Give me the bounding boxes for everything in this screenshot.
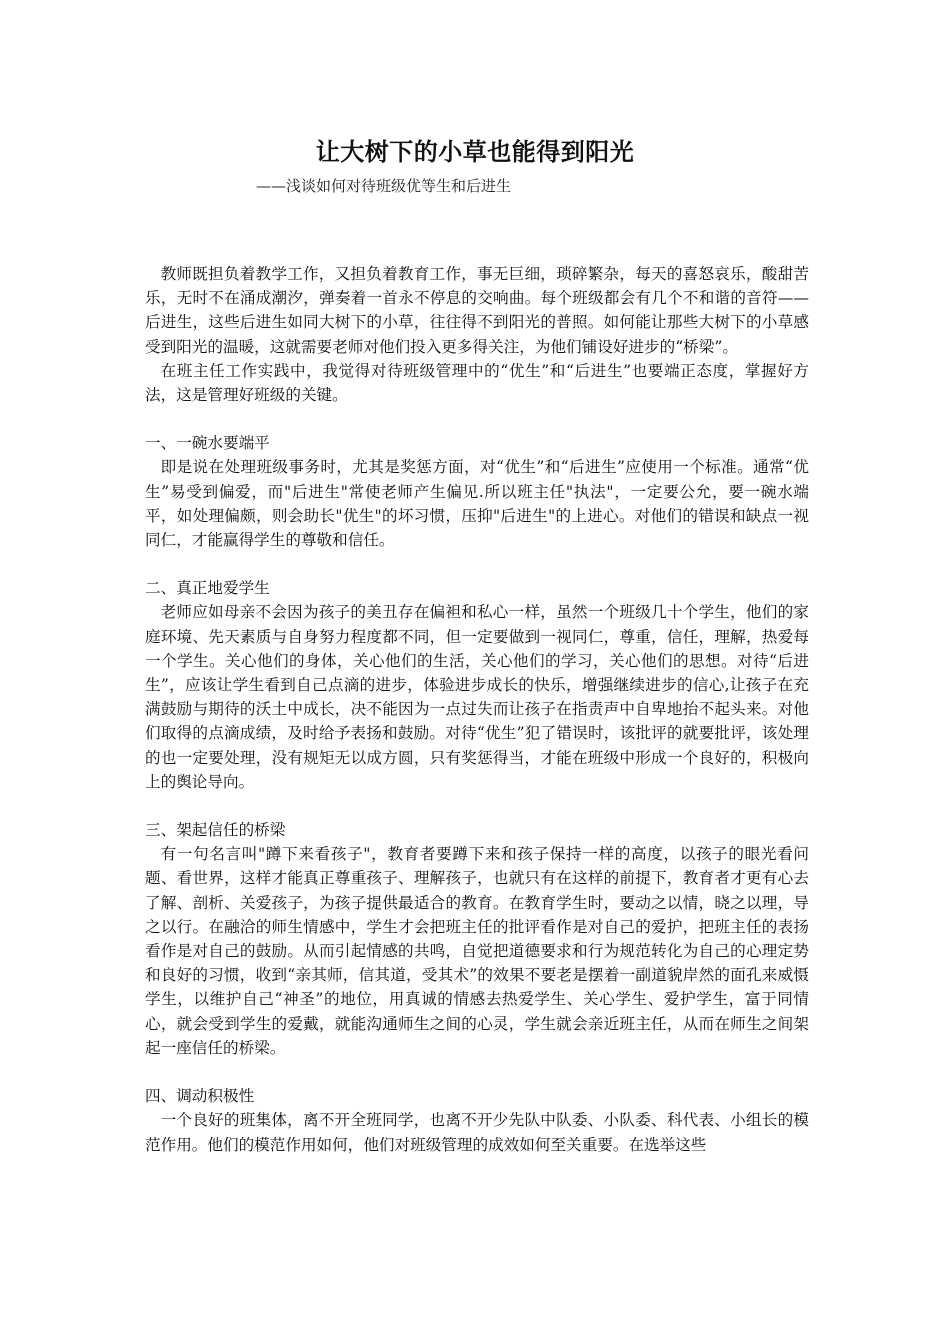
section-heading-4: 四、调动积极性 <box>145 1087 255 1106</box>
document-title: 让大树下的小草也能得到阳光 <box>315 137 635 166</box>
document-body <box>145 262 809 1157</box>
section-heading-3: 三、架起信任的桥梁 <box>145 821 286 840</box>
section-text-1: 即是说在处理班级事务时，尤其是奖惩方面，对“优生”和“后进生”应使用一个标准。通常“优生”易受到偏爱，而"后进生"常使老师产生偏见.所以班主任"执法"，一定要公允，要一碗水端平，如处理偏颇，则会助长"优生"的坏习惯，压抑"后进生"的上进心。对他们的错误和缺点一视同仁，才能赢得学生的尊敬和信任。 <box>145 458 809 550</box>
intro-paragraph-2: 在班主任工作实践中，我觉得对待班级管理中的“优生”和“后进生”也要端正态度，掌握好方法，这是管理好班级的关键。 <box>145 361 809 405</box>
section-text-4: 一个良好的班集体，离不开全班同学，也离不开少先队中队委、小队委、科代表、小组长的模范作用。他们的模范作用如何，他们对班级管理的成效如何至关重要。在选举这些 <box>145 1111 809 1154</box>
section-text-2: 老师应如母亲不会因为孩子的美丑存在偏袒和私心一样，虽然一个班级几十个学生，他们的家庭环境、先天素质与自身努力程度都不同，但一定要做到一视同仁，尊重，信任，理解，热爱每一个学生。关心他们的身体，关心他们的生活，关心他们的学习，关心他们的思想。对待“后进生”，应该让学生看到自己点滴的进步，体验进步成长的快乐，增强继续进步的信心,让孩子在充满鼓励与期待的沃土中成长，决不能因为一点过失而让孩子在指责声中自卑地抬不起头来。对他们取得的点滴成绩，及时给予表扬和鼓励。对待“优生”犯了错误时，该批评的就要批评，该处理的也一定要处理，没有规矩无以成方圆，只有奖惩得当，才能在班级中形成一个良好的，积极向上的舆论导向。 <box>145 603 809 791</box>
section-heading-2: 二、真正地爱学生 <box>145 579 270 598</box>
section-text-3: 有一句名言叫"蹲下来看孩子"，教育者要蹲下来和孩子保持一样的高度，以孩子的眼光看问题、看世界，这样才能真正尊重孩子、理解孩子，也就只有在这样的前提下，教育者才更有心去了解、剖析、关爱孩子，为孩子提供最适合的教育。在教育学生时，要动之以情，晓之以理，导之以行。在融洽的师生情感中，学生才会把班主任的批评看作是对自己的爱护，把班主任的表扬看作是对自己的鼓励。从而引起情感的共鸣，自觉把道德要求和行为规范转化为自己的心理定势和良好的习惯，收到“亲其师，信其道，受其术”的效果不要老是摆着一副道貌岸然的面孔来威慑学生，以维护自己“神圣”的地位，用真诚的情感去热爱学生、关心学生、爱护学生，富于同情心，就会受到学生的爱戴，就能沟通师生之间的心灵，学生就会亲近班主任，从而在师生之间架起一座信任的桥梁。 <box>145 845 809 1057</box>
document-subtitle: ——浅谈如何对待班级优等生和后进生 <box>256 177 512 195</box>
intro-paragraph-1: 教师既担负着教学工作，又担负着教育工作，事无巨细，琐碎繁杂，每天的喜怒哀乐，酸甜苦乐，无时不在涌成潮汐，弹奏着一首永不停息的交响曲。每个班级都会有几个不和谐的音符——后进生，这些后进生如同大树下的小草，往往得不到阳光的普照。如何能让那些大树下的小草感受到阳光的温暖，这就需要老师对他们投入更多得关注，为他们铺设好进步的“桥梁”。 <box>145 265 809 356</box>
section-heading-1: 一、一碗水要端平 <box>145 434 270 453</box>
